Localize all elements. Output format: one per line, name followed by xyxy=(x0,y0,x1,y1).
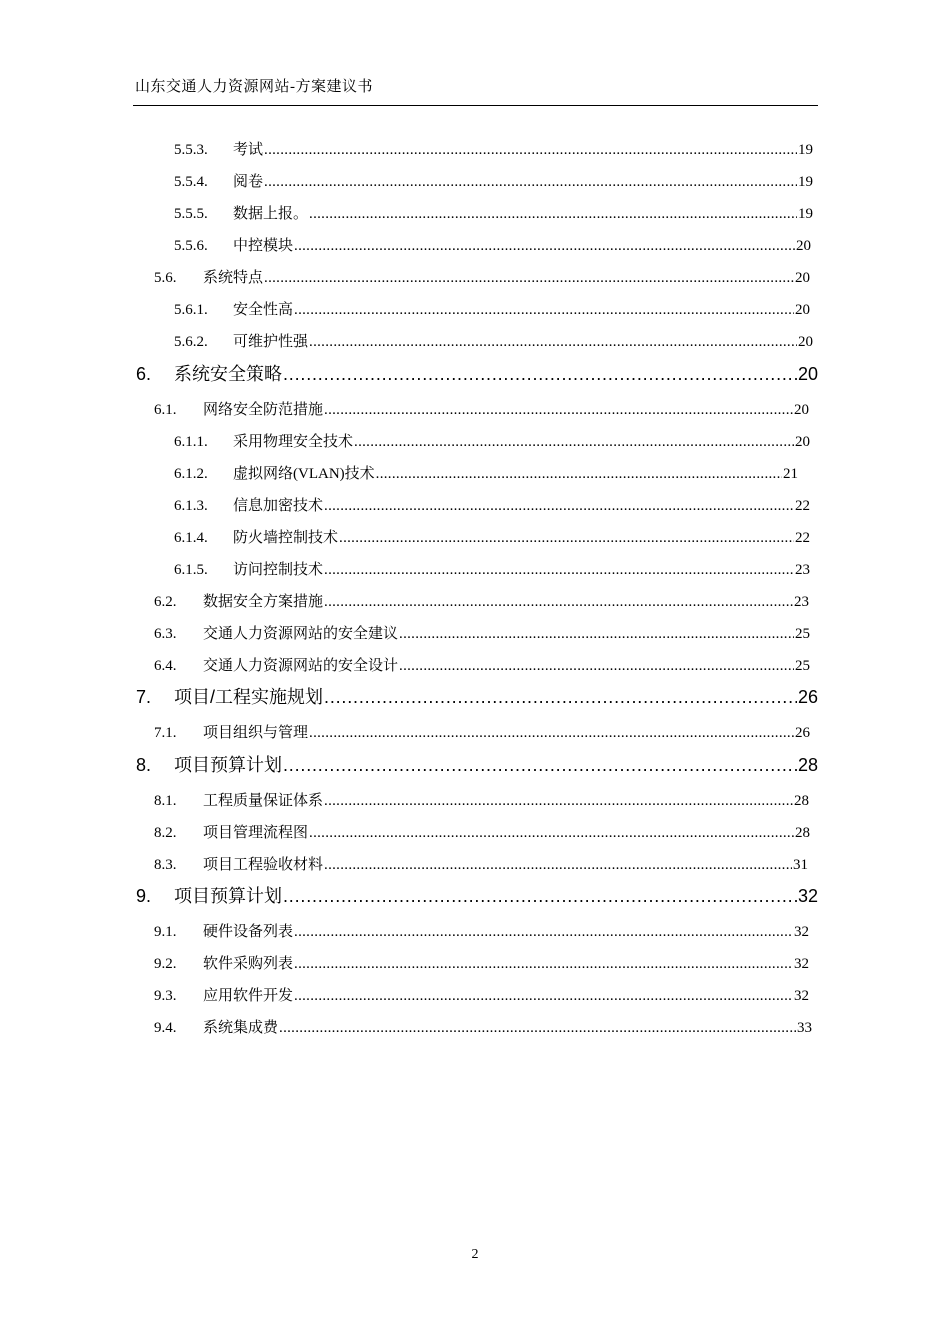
toc-entry[interactable] xyxy=(174,298,810,319)
page-number: 2 xyxy=(471,1247,479,1262)
toc-entry-title: 系统特点 xyxy=(203,270,264,286)
toc-entry-page: 20 xyxy=(796,238,811,254)
toc-entry-page: 23 xyxy=(794,594,809,610)
toc-entry[interactable] xyxy=(154,920,809,941)
toc-entry-title: 项目管理流程图 xyxy=(203,825,309,841)
toc-entry-page: 20 xyxy=(797,364,818,384)
toc-entry-page: 19 xyxy=(798,142,813,158)
toc-entry-title: 考试 xyxy=(233,142,264,158)
toc-entry-title: 防火墙控制技术 xyxy=(233,530,339,546)
toc-dot-leader xyxy=(324,402,793,419)
toc-dot-leader xyxy=(279,1020,796,1037)
toc-dot-leader xyxy=(324,793,793,810)
toc-entry-title: 虚拟网络(VLAN)技术 xyxy=(233,466,375,482)
toc-entry-title: 项目工程验收材料 xyxy=(203,857,324,873)
toc-entry-title: 网络安全防范措施 xyxy=(203,402,324,418)
toc-entry-number: 8.2. xyxy=(154,825,177,841)
toc-entry[interactable] xyxy=(174,138,813,159)
toc-entry-number: 6.3. xyxy=(154,626,177,642)
toc-entry-page: 20 xyxy=(795,270,810,286)
toc-dot-leader xyxy=(354,434,794,451)
toc-entry-number: 6.1.5. xyxy=(174,562,208,578)
toc-dot-leader xyxy=(283,364,797,385)
toc-entry-number: 6. xyxy=(136,364,152,384)
toc-entry-page: 32 xyxy=(794,988,809,1004)
toc-entry-title: 项目预算计划 xyxy=(174,755,282,775)
toc-dot-leader xyxy=(309,334,797,351)
toc-entry[interactable] xyxy=(154,821,810,842)
toc-dot-leader xyxy=(294,988,793,1005)
toc-entry-page: 19 xyxy=(798,174,813,190)
toc-entry[interactable] xyxy=(154,266,810,287)
toc-dot-leader xyxy=(283,886,797,907)
toc-entry[interactable] xyxy=(154,398,809,419)
toc-entry-title: 数据上报。 xyxy=(233,206,309,222)
toc-entry-page: 20 xyxy=(798,334,813,350)
toc-entry[interactable] xyxy=(154,622,810,643)
toc-entry-title: 访问控制技术 xyxy=(233,562,324,578)
toc-entry-title: 交通人力资源网站的安全建议 xyxy=(203,626,399,642)
toc-entry-number: 8. xyxy=(136,755,152,775)
toc-entry-number: 5.6. xyxy=(154,270,177,286)
toc-dot-leader xyxy=(399,626,794,643)
toc-entry-page: 33 xyxy=(797,1020,812,1036)
toc-entry-title: 工程质量保证体系 xyxy=(203,793,324,809)
toc-entry[interactable] xyxy=(174,526,810,547)
toc-entry[interactable] xyxy=(154,721,810,742)
toc-entry-number: 5.5.4. xyxy=(174,174,208,190)
toc-entry-page: 20 xyxy=(794,402,809,418)
toc-dot-leader xyxy=(309,725,794,742)
toc-entry-page: 26 xyxy=(797,687,818,707)
toc-entry[interactable] xyxy=(136,751,818,777)
toc-entry-title: 阅卷 xyxy=(233,174,264,190)
toc-entry-title: 项目预算计划 xyxy=(174,886,282,906)
toc-entry[interactable] xyxy=(154,789,809,810)
toc-dot-leader xyxy=(376,466,782,483)
toc-entry-title: 中控模块 xyxy=(233,238,294,254)
toc-entry-number: 9. xyxy=(136,886,152,906)
toc-entry-number: 9.1. xyxy=(154,924,177,940)
toc-entry[interactable] xyxy=(154,952,809,973)
toc-dot-leader xyxy=(324,687,797,708)
toc-dot-leader xyxy=(309,825,794,842)
toc-entry-title: 系统集成费 xyxy=(203,1020,279,1036)
toc-dot-leader xyxy=(283,755,797,776)
toc-entry[interactable] xyxy=(174,202,813,223)
toc-entry-number: 6.2. xyxy=(154,594,177,610)
toc-entry[interactable] xyxy=(154,590,809,611)
toc-entry-number: 5.6.1. xyxy=(174,302,208,318)
toc-entry-title: 采用物理安全技术 xyxy=(233,434,354,450)
toc-entry-number: 9.2. xyxy=(154,956,177,972)
toc-entry[interactable] xyxy=(154,1016,812,1037)
toc-entry-number: 5.5.6. xyxy=(174,238,208,254)
toc-entry-number: 7.1. xyxy=(154,725,177,741)
toc-entry-title: 交通人力资源网站的安全设计 xyxy=(203,658,399,674)
toc-entry[interactable] xyxy=(136,683,818,709)
toc-entry-page: 22 xyxy=(795,498,810,514)
toc-entry[interactable] xyxy=(174,430,810,451)
toc-entry-page: 21 xyxy=(783,466,798,482)
toc-dot-leader xyxy=(339,530,794,547)
toc-dot-leader xyxy=(294,956,793,973)
toc-entry-title: 项目组织与管理 xyxy=(203,725,309,741)
toc-entry-title: 信息加密技术 xyxy=(233,498,324,514)
toc-entry[interactable] xyxy=(136,360,818,386)
toc-dot-leader xyxy=(324,594,793,611)
toc-dot-leader xyxy=(324,562,794,579)
toc-entry-title: 硬件设备列表 xyxy=(203,924,294,940)
toc-entry-page: 26 xyxy=(795,725,810,741)
toc-entry-title: 系统安全策略 xyxy=(174,364,282,384)
toc-entry-page: 20 xyxy=(795,434,810,450)
toc-entry-number: 6.4. xyxy=(154,658,177,674)
toc-entry[interactable] xyxy=(174,170,813,191)
toc-entry-number: 8.3. xyxy=(154,857,177,873)
toc-entry-title: 可维护性强 xyxy=(233,334,309,350)
toc-entry-page: 32 xyxy=(794,956,809,972)
page-header-title: 山东交通人力资源网站-方案建议书 xyxy=(135,79,373,95)
toc-dot-leader xyxy=(324,498,794,515)
toc-entry[interactable] xyxy=(174,462,798,483)
toc-entry-title: 应用软件开发 xyxy=(203,988,294,1004)
toc-entry-page: 22 xyxy=(795,530,810,546)
toc-entry-number: 6.1. xyxy=(154,402,177,418)
toc-dot-leader xyxy=(264,270,794,287)
toc-entry-number: 5.5.5. xyxy=(174,206,208,222)
toc-entry-number: 5.6.2. xyxy=(174,334,208,350)
toc-entry[interactable] xyxy=(136,882,818,908)
toc-entry[interactable] xyxy=(174,234,811,255)
toc-entry[interactable] xyxy=(174,558,810,579)
toc-dot-leader xyxy=(294,238,795,255)
toc-entry-page: 28 xyxy=(797,755,818,775)
toc-dot-leader xyxy=(309,206,797,223)
toc-entry-title: 软件采购列表 xyxy=(203,956,294,972)
toc-entry-number: 6.1.1. xyxy=(174,434,208,450)
toc-dot-leader xyxy=(399,658,794,675)
toc-entry-number: 6.1.2. xyxy=(174,466,208,482)
toc-entry-page: 32 xyxy=(794,924,809,940)
toc-entry[interactable] xyxy=(174,330,813,351)
toc-entry-page: 32 xyxy=(797,886,818,906)
toc-entry-page: 28 xyxy=(795,825,810,841)
toc-entry-number: 8.1. xyxy=(154,793,177,809)
toc-entry-page: 25 xyxy=(795,626,810,642)
toc-entry-title: 数据安全方案措施 xyxy=(203,594,324,610)
toc-entry-number: 7. xyxy=(136,687,152,707)
toc-dot-leader xyxy=(324,857,792,874)
toc-entry-number: 9.4. xyxy=(154,1020,177,1036)
toc-dot-leader xyxy=(264,174,797,191)
toc-entry[interactable] xyxy=(154,853,808,874)
toc-entry-page: 25 xyxy=(795,658,810,674)
toc-entry[interactable] xyxy=(154,984,809,1005)
toc-entry[interactable] xyxy=(174,494,810,515)
toc-entry[interactable] xyxy=(154,654,810,675)
toc-dot-leader xyxy=(294,302,794,319)
toc-entry-page: 28 xyxy=(794,793,809,809)
toc-entry-number: 6.1.3. xyxy=(174,498,208,514)
toc-entry-number: 6.1.4. xyxy=(174,530,208,546)
toc-entry-page: 20 xyxy=(795,302,810,318)
toc-entry-page: 19 xyxy=(798,206,813,222)
toc-dot-leader xyxy=(294,924,793,941)
toc-entry-title: 安全性高 xyxy=(233,302,294,318)
toc-entry-page: 23 xyxy=(795,562,810,578)
toc-entry-number: 9.3. xyxy=(154,988,177,1004)
toc-dot-leader xyxy=(264,142,797,159)
toc-entry-number: 5.5.3. xyxy=(174,142,208,158)
toc-entry-page: 31 xyxy=(793,857,808,873)
toc-entry-title: 项目/工程实施规划 xyxy=(174,687,324,707)
